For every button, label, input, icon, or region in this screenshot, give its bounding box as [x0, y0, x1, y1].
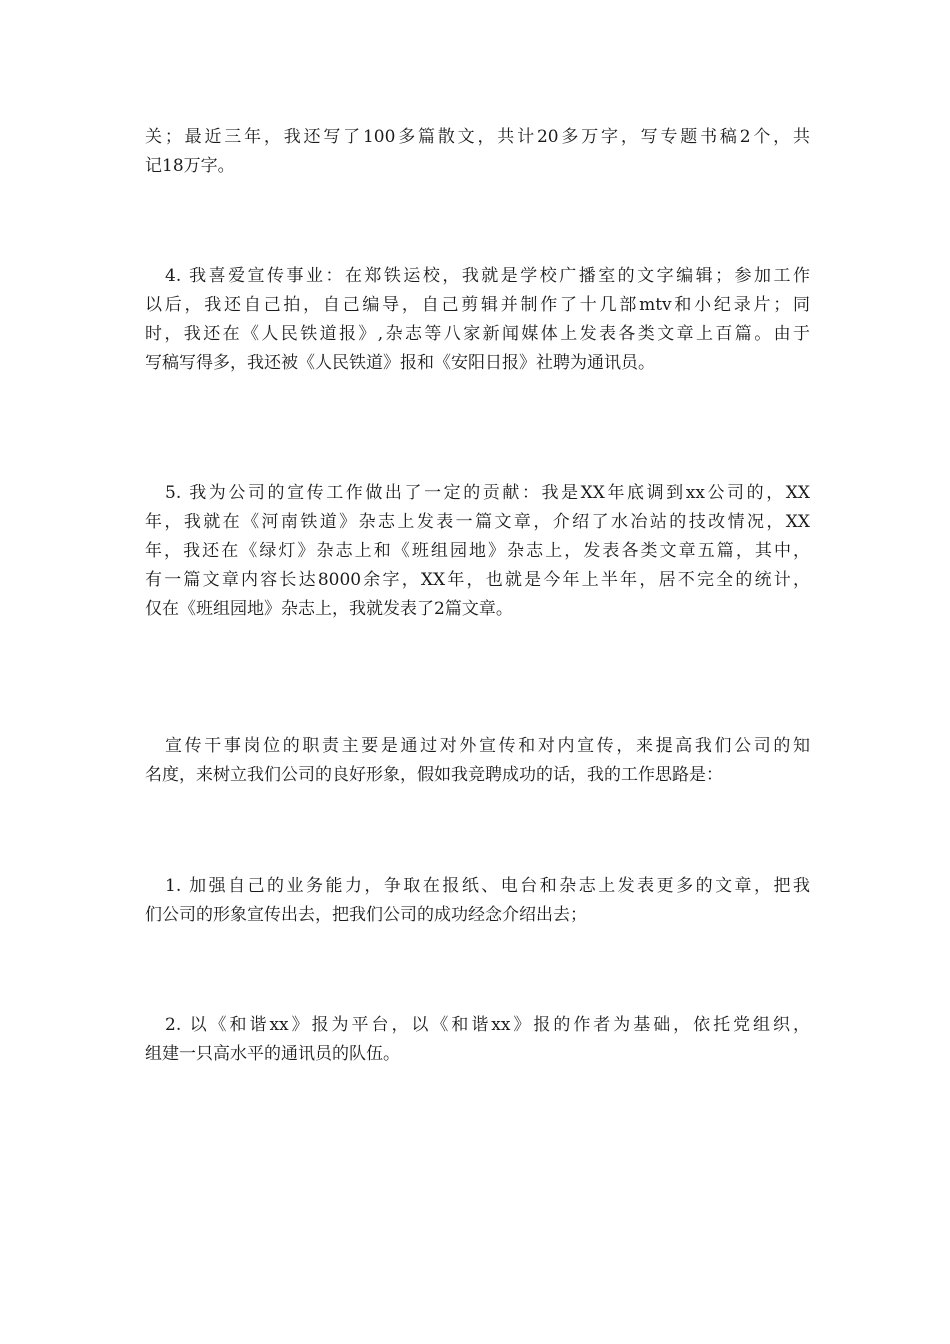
- text-line: 写稿写得多，我还被《人民铁道》报和《安阳日报》社聘为通讯员。: [145, 353, 655, 373]
- text-line: 关；最近三年，我还写了100多篇散文，共计20多万字，写专题书稿2个，共: [145, 127, 810, 147]
- paragraph-item-4: [145, 262, 810, 378]
- text-line: 有一篇文章内容长达8000余字，XX年，也就是今年上半年，居不完全的统计，: [145, 570, 810, 590]
- text-line: 们公司的形象宣传出去，把我们公司的成功经念介绍出去；: [145, 905, 587, 925]
- paragraph-continuation: [145, 123, 810, 181]
- text-line: 名度，来树立我们公司的良好形象，假如我竞聘成功的话，我的工作思路是：: [145, 765, 723, 785]
- paragraph-plan-2: [145, 1011, 810, 1069]
- text-line: 仅在《班组园地》杂志上，我就发表了2篇文章。: [145, 599, 513, 619]
- text-line: 组建一只高水平的通讯员的队伍。: [145, 1044, 400, 1064]
- text-line: 5. 我为公司的宣传工作做出了一定的贡献：我是XX年底调到xx公司的，XX: [165, 483, 810, 503]
- text-line: 宣传干事岗位的职责主要是通过对外宣传和对内宣传，来提高我们公司的知: [165, 736, 810, 756]
- text-line: 年，我就在《河南铁道》杂志上发表一篇文章，介绍了水冶站的技改情况，XX: [145, 512, 810, 532]
- text-line: 4. 我喜爱宣传事业：在郑铁运校，我就是学校广播室的文字编辑；参加工作: [165, 266, 810, 286]
- text-line: 时，我还在《人民铁道报》,杂志等八家新闻媒体上发表各类文章上百篇。由于: [145, 324, 810, 344]
- paragraph-item-5: [145, 479, 810, 624]
- text-line: 记18万字。: [145, 156, 235, 176]
- paragraph-duties: [145, 732, 810, 790]
- text-line: 以后，我还自己拍，自己编导，自己剪辑并制作了十几部mtv和小纪录片；同: [145, 295, 810, 315]
- paragraph-plan-1: [145, 872, 810, 930]
- text-line: 年，我还在《绿灯》杂志上和《班组园地》杂志上，发表各类文章五篇，其中，: [145, 541, 810, 561]
- text-line: 2. 以《和谐xx》报为平台，以《和谐xx》报的作者为基础，依托党组织，: [165, 1015, 810, 1035]
- text-line: 1. 加强自己的业务能力，争取在报纸、电台和杂志上发表更多的文章，把我: [165, 876, 810, 896]
